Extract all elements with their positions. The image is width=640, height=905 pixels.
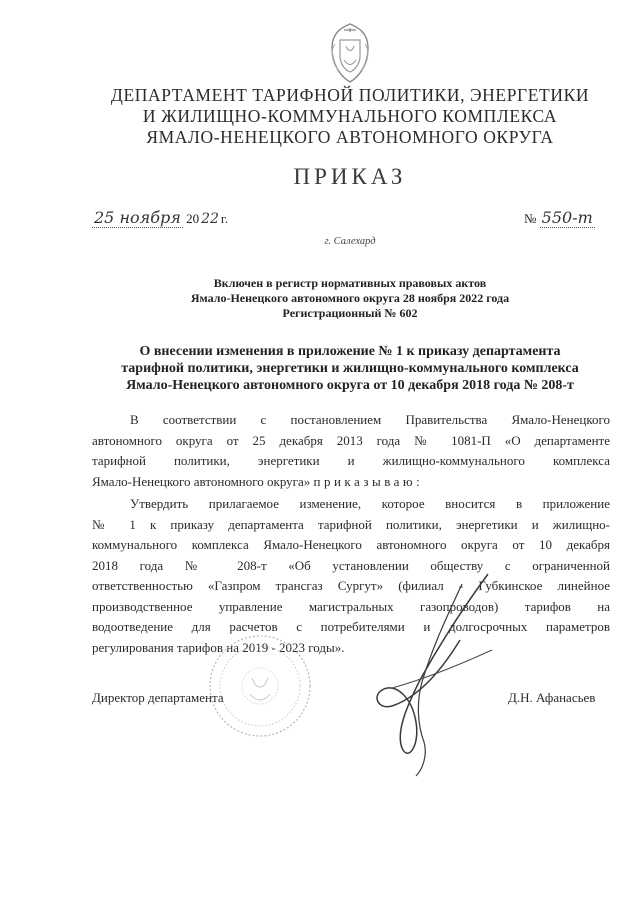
body-line: регулирования тарифов на 2019 - 2023 годы». (92, 639, 345, 655)
signatory-position: Директор департамента (92, 690, 224, 705)
body-line: 2018 года № 208-т «Об установлении обществу с ограниченной (92, 557, 610, 573)
body-line: № 1 к приказу департамента тарифной политики, энергетики и жилищно- (92, 516, 610, 532)
subject-line2: тарифной политики, энергетики и жилищно-коммунального комплекса (121, 361, 579, 376)
registration-line1: Включен в регистр нормативных правовых актов (213, 276, 487, 290)
body-line: водоотведение для расчетов с потребителями и долгосрочных параметров (92, 619, 610, 634)
registration-line3: Регистрационный № 602 (282, 306, 418, 320)
official-seal-stamp (206, 632, 314, 740)
coat-of-arms-icon (326, 22, 374, 84)
subject-line1: О внесении изменения в приложение № 1 к приказу департамента (139, 344, 561, 359)
preamble-paragraph (92, 410, 610, 492)
body-line: Утвердить прилагаемое изменение, которое вносится в приложение (130, 496, 610, 511)
order-date-day-month: 25 ноября (94, 208, 181, 227)
order-date-year-hand: 22 (201, 211, 219, 227)
body-line: производственное управление магистральных газопроводов) тарифов на (92, 598, 610, 614)
preamble-line: автономного округа от 25 декабря 2013 года № 1081-П «О департаменте (92, 432, 610, 448)
order-number-value: 550-т (541, 208, 593, 227)
preamble-line: В соответствии с постановлением Правительства Ямало-Ненецкого (130, 412, 610, 427)
order-date (92, 208, 228, 227)
order-number-label: № (524, 211, 537, 226)
order-date-year-prefix: 20 (186, 211, 200, 226)
preamble-line: тарифной политики, энергетики и жилищно-коммунального комплекса (92, 453, 610, 468)
body-line: ответственностью «Газпром трансгаз Сургут» (филиал - Губкинское линейное (92, 578, 610, 593)
department-title-line1: ДЕПАРТАМЕНТ ТАРИФНОЙ ПОЛИТИКИ, ЭНЕРГЕТИКИ (110, 85, 590, 105)
body-paragraph (92, 494, 610, 658)
order-word: приказываю: (313, 473, 424, 489)
handwritten-signature (362, 570, 512, 780)
department-title-line3: ЯМАЛО-НЕНЕЦКОГО АВТОНОМНОГО ОКРУГА (146, 127, 554, 147)
subject-line3: Ямало-Ненецкого автономного округа от 10 декабря 2018 года № 208-т (126, 378, 574, 393)
body-line: коммунального комплекса Ямало-Ненецкого автономного округа от 10 декабря (92, 537, 610, 552)
preamble-line: Ямало-Ненецкого автономного округа» (92, 473, 311, 489)
document-type: ПРИКАЗ (293, 164, 407, 189)
order-number (524, 208, 595, 227)
registration-line2: Ямало-Ненецкого автономного округа 28 ноября 2022 года (190, 291, 510, 305)
department-title-line2: И ЖИЛИЩНО-КОММУНАЛЬНОГО КОМПЛЕКСА (142, 106, 558, 126)
preamble-line-last (92, 472, 610, 493)
order-date-year-suffix: г. (220, 211, 229, 226)
signatory-name: Д.Н. Афанасьев (508, 690, 596, 705)
city: г. Салехард (324, 236, 376, 247)
